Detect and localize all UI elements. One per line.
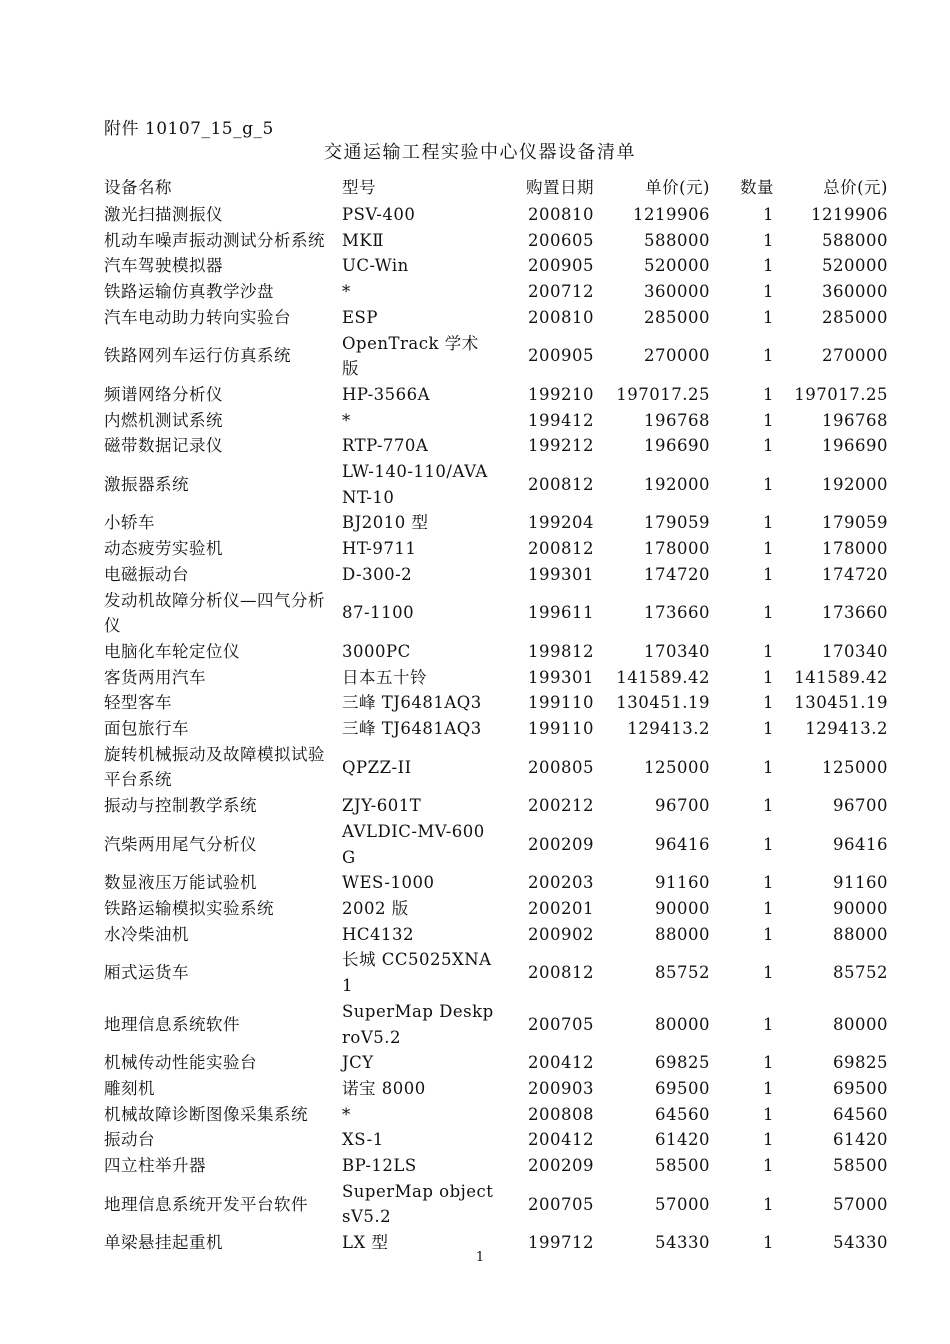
cell-name: 汽柴两用尾气分析仪 [104,834,257,854]
cell-model: XS-1 [342,1130,384,1150]
cell-qty: 1 [763,1233,774,1253]
cell-date: 199812 [528,641,594,661]
cell-name: 振动与控制教学系统 [104,796,257,816]
cell-qty: 1 [763,1194,774,1214]
cell-model: 87-1100 [342,603,415,623]
cell-model: PSV-400 [342,205,416,224]
cell-price: 80000 [655,1014,710,1034]
table-body [100,202,892,1256]
table-row [100,665,892,691]
cell-qty: 1 [763,873,774,893]
table-row [100,742,892,793]
cell-model: AVLDIC-MV-600G [342,821,485,867]
cell-model: 三峰 TJ6481AQ3 [342,719,482,739]
cell-name: 雕刻机 [104,1078,155,1098]
cell-total: 130451.19 [794,693,888,713]
cell-qty: 1 [763,513,774,533]
cell-price: 90000 [655,898,710,918]
table-row [100,279,892,305]
cell-date: 200412 [528,1053,594,1073]
cell-total: 54330 [833,1233,888,1253]
cell-price: 360000 [644,282,710,302]
cell-date: 200712 [528,282,594,302]
cell-name: 小轿车 [104,513,155,533]
cell-name: 四立柱举升器 [104,1156,206,1176]
col-header-total: 总价(元) [823,178,888,198]
cell-date: 200209 [528,834,594,854]
cell-total: 125000 [822,757,888,777]
cell-total: 85752 [833,963,888,983]
cell-model: 3000PC [342,641,411,661]
cell-model: D-300-2 [342,564,413,584]
cell-name: 地理信息系统软件 [104,1014,240,1034]
cell-price: 58500 [655,1156,710,1176]
cell-price: 173660 [644,603,710,623]
cell-total: 57000 [833,1194,888,1214]
attachment-label: 附件 10107_15_g_5 [104,119,274,139]
cell-qty: 1 [763,205,774,224]
cell-total: 192000 [822,474,888,494]
cell-qty: 1 [763,963,774,983]
cell-total: 129413.2 [805,719,888,739]
cell-qty: 1 [763,757,774,777]
cell-total: 96700 [833,796,888,816]
cell-date: 199301 [528,667,594,687]
cell-qty: 1 [763,667,774,687]
cell-total: 1219906 [811,205,888,224]
cell-price: 285000 [644,307,710,327]
cell-qty: 1 [763,1078,774,1098]
cell-name: 振动台 [104,1130,155,1150]
cell-qty: 1 [763,1130,774,1150]
cell-model: 日本五十铃 [342,667,427,687]
cell-date: 200812 [528,963,594,983]
cell-name: 机动车噪声振动测试分析系统 [104,230,325,250]
cell-total: 58500 [833,1156,888,1176]
cell-name: 激光扫描测振仪 [104,205,223,224]
cell-price: 520000 [644,256,710,276]
cell-model: 长城 CC5025XNA1 [342,950,492,996]
table-row [100,1102,892,1128]
cell-model: OpenTrack 学术版 [342,333,479,379]
cell-model: 诺宝 8000 [342,1078,426,1098]
cell-price: 588000 [644,230,710,250]
cell-qty: 1 [763,641,774,661]
cell-model: LW-140-110/AVANT-10 [342,462,488,507]
cell-date: 199210 [528,384,594,404]
cell-date: 199611 [528,603,594,623]
table-row [100,922,892,948]
cell-price: 196690 [644,436,710,456]
cell-name: 轻型客车 [104,693,172,713]
cell-date: 200812 [528,539,594,559]
cell-date: 199110 [528,693,594,713]
cell-total: 196768 [822,410,888,430]
cell-name: 旋转机械振动及故障模拟试验平台系统 [104,744,325,790]
table-row [100,1050,892,1076]
cell-total: 178000 [822,539,888,559]
cell-price: 178000 [644,539,710,559]
table-row [100,588,892,639]
cell-total: 179059 [822,513,888,533]
cell-date: 200201 [528,898,594,918]
cell-name: 激振器系统 [104,474,189,494]
table-row [100,382,892,408]
cell-qty: 1 [763,1156,774,1176]
document-title: 交通运输工程实验中心仪器设备清单 [324,142,636,163]
cell-qty: 1 [763,1104,774,1124]
cell-qty: 1 [763,1014,774,1034]
cell-total: 69500 [833,1078,888,1098]
cell-model: * [342,1104,351,1124]
cell-date: 199412 [528,410,594,430]
cell-total: 197017.25 [794,384,888,404]
table-row [100,510,892,536]
cell-price: 174720 [644,564,710,584]
cell-model: RTP-770A [342,436,429,456]
cell-date: 199712 [528,1233,594,1253]
cell-qty: 1 [763,1053,774,1073]
cell-price: 125000 [644,757,710,777]
cell-date: 200705 [528,1014,594,1034]
cell-qty: 1 [763,898,774,918]
cell-total: 196690 [822,436,888,456]
table-row [100,253,892,279]
cell-name: 电脑化车轮定位仪 [104,641,240,661]
cell-total: 90000 [833,898,888,918]
table-row [100,793,892,819]
cell-name: 铁路运输仿真教学沙盘 [104,282,274,302]
cell-model: BJ2010 型 [342,513,429,533]
table-row [100,896,892,922]
cell-price: 141589.42 [616,667,710,687]
cell-total: 91160 [833,873,888,893]
cell-price: 130451.19 [616,693,710,713]
cell-name: 单梁悬挂起重机 [104,1233,223,1253]
cell-name: 汽车电动助力转向实验台 [104,307,291,327]
cell-price: 129413.2 [627,719,710,739]
cell-price: 270000 [644,346,710,366]
cell-total: 170340 [822,641,888,661]
cell-total: 173660 [822,603,888,623]
cell-qty: 1 [763,834,774,854]
cell-qty: 1 [763,564,774,584]
table-row [100,999,892,1050]
cell-qty: 1 [763,384,774,404]
cell-date: 200905 [528,346,594,366]
cell-model: UC-Win [342,256,409,276]
table-row [100,1127,892,1153]
cell-total: 80000 [833,1014,888,1034]
cell-date: 200705 [528,1194,594,1214]
cell-qty: 1 [763,796,774,816]
cell-date: 200808 [528,1104,594,1124]
cell-date: 200203 [528,873,594,893]
cell-qty: 1 [763,924,774,944]
cell-price: 61420 [655,1130,710,1150]
cell-date: 200905 [528,256,594,276]
cell-qty: 1 [763,603,774,623]
col-header-price: 单价(元) [645,178,710,198]
cell-total: 88000 [833,924,888,944]
cell-name: 客货两用汽车 [104,667,206,687]
cell-date: 200805 [528,757,594,777]
cell-price: 91160 [655,873,710,893]
cell-date: 199204 [528,513,594,533]
cell-price: 179059 [644,513,710,533]
table-row [100,228,892,254]
cell-price: 197017.25 [616,384,710,404]
cell-qty: 1 [763,693,774,713]
cell-date: 199212 [528,436,594,456]
table-row [100,870,892,896]
cell-price: 170340 [644,641,710,661]
table-row [100,305,892,331]
cell-price: 64560 [655,1104,710,1124]
table-row [100,536,892,562]
cell-date: 200209 [528,1156,594,1176]
col-header-name: 设备名称 [104,178,172,198]
page-number: 1 [475,1250,485,1265]
cell-qty: 1 [763,436,774,456]
table-row [100,690,892,716]
cell-price: 96416 [655,834,710,854]
cell-date: 200605 [528,230,594,250]
cell-model: HP-3566A [342,384,431,404]
cell-qty: 1 [763,539,774,559]
col-header-qty: 数量 [740,178,774,198]
cell-date: 200903 [528,1078,594,1098]
cell-model: HC4132 [342,924,415,944]
cell-total: 520000 [822,256,888,276]
cell-qty: 1 [763,307,774,327]
table-row [100,562,892,588]
cell-price: 96700 [655,796,710,816]
col-header-date: 购置日期 [526,178,594,198]
cell-name: 机械传动性能实验台 [104,1053,257,1073]
cell-name: 汽车驾驶模拟器 [104,256,223,276]
table-row [100,331,892,382]
cell-model: 2002 版 [342,898,409,918]
cell-model: * [342,410,351,430]
cell-total: 174720 [822,564,888,584]
equipment-table [100,174,892,1256]
table-row [100,459,892,510]
cell-total: 360000 [822,282,888,302]
cell-total: 270000 [822,346,888,366]
cell-price: 57000 [655,1194,710,1214]
cell-model: JCY [342,1053,374,1073]
table-header-row [100,174,892,202]
cell-total: 61420 [833,1130,888,1150]
table-row [100,716,892,742]
cell-date: 200810 [528,205,594,224]
table-row [100,202,892,228]
cell-date: 200902 [528,924,594,944]
cell-date: 200412 [528,1130,594,1150]
cell-price: 196768 [644,410,710,430]
cell-qty: 1 [763,719,774,739]
cell-model: SuperMap objectsV5.2 [342,1181,494,1227]
cell-price: 54330 [655,1233,710,1253]
cell-price: 69500 [655,1078,710,1098]
cell-name: 机械故障诊断图像采集系统 [104,1104,308,1124]
cell-price: 1219906 [633,205,710,224]
col-header-model: 型号 [342,178,376,198]
cell-qty: 1 [763,346,774,366]
cell-name: 地理信息系统开发平台软件 [104,1194,308,1214]
cell-price: 88000 [655,924,710,944]
cell-model: * [342,282,351,302]
cell-model: 三峰 TJ6481AQ3 [342,693,482,713]
cell-name: 水冷柴油机 [104,924,189,944]
cell-date: 199301 [528,564,594,584]
table-row [100,1076,892,1102]
table-row [100,1179,892,1230]
cell-qty: 1 [763,474,774,494]
cell-date: 199110 [528,719,594,739]
table-row [100,819,892,870]
cell-name: 内燃机测试系统 [104,410,223,430]
cell-total: 285000 [822,307,888,327]
cell-model: LX 型 [342,1233,389,1253]
cell-qty: 1 [763,282,774,302]
cell-total: 141589.42 [794,667,888,687]
cell-model: BP-12LS [342,1156,417,1176]
cell-model: MKⅡ [342,230,384,250]
table-row [100,639,892,665]
cell-model: QPZZ-II [342,757,412,777]
cell-date: 200212 [528,796,594,816]
cell-qty: 1 [763,230,774,250]
cell-name: 面包旅行车 [104,719,189,739]
cell-name: 频谱网络分析仪 [104,384,223,404]
cell-name: 数显液压万能试验机 [104,873,257,893]
cell-name: 铁路网列车运行仿真系统 [104,346,291,366]
cell-date: 200812 [528,474,594,494]
cell-name: 发动机故障分析仪—四气分析仪 [104,590,325,636]
cell-model: SuperMap DeskproV5.2 [342,1001,494,1047]
cell-model: ESP [342,307,378,327]
cell-name: 铁路运输模拟实验系统 [104,898,274,918]
cell-qty: 1 [763,256,774,276]
cell-total: 64560 [833,1104,888,1124]
cell-date: 200810 [528,307,594,327]
cell-total: 96416 [833,834,888,854]
table-row [100,408,892,434]
table-row [100,1153,892,1179]
cell-price: 69825 [655,1053,710,1073]
cell-name: 磁带数据记录仪 [104,436,223,456]
cell-name: 动态疲劳实验机 [104,539,223,559]
cell-name: 电磁振动台 [104,564,189,584]
table-row [100,433,892,459]
cell-name: 厢式运货车 [104,963,189,983]
cell-qty: 1 [763,410,774,430]
cell-total: 588000 [822,230,888,250]
cell-model: WES-1000 [342,873,435,893]
cell-price: 85752 [655,963,710,983]
cell-model: HT-9711 [342,539,417,559]
cell-total: 69825 [833,1053,888,1073]
table-row [100,947,892,998]
cell-price: 192000 [644,474,710,494]
cell-model: ZJY-601T [342,796,422,816]
